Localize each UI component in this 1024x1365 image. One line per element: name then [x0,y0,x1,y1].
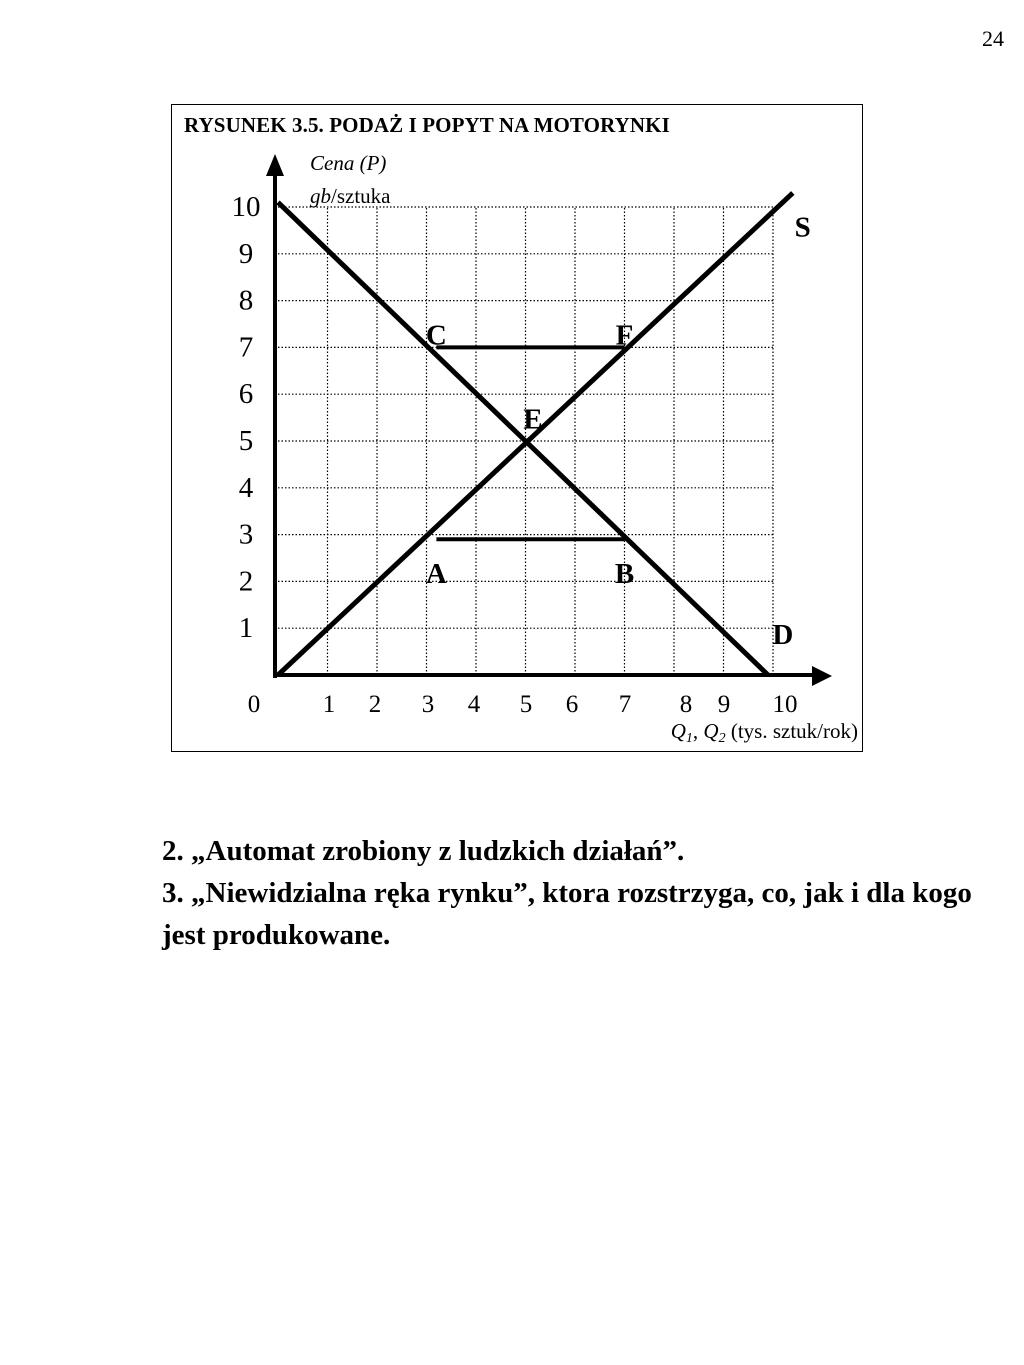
x-tick-label-8: 8 [679,691,693,718]
figure-title: RYSUNEK 3.5. PODAŻ I POPYT NA MOTORYNKI [184,113,670,137]
x-tick-label-3: 3 [421,691,435,718]
y-tick-label-6: 6 [238,378,254,411]
x-tick-label-6: 6 [565,691,579,718]
y-tick-label-4: 4 [238,471,254,504]
point-label-d: D [772,618,794,651]
y-tick-label-8: 8 [238,284,254,317]
y-axis-title: Cena (P) [310,151,387,175]
y-tick-label-2: 2 [238,565,254,598]
body-text [162,830,1002,956]
x-tick-label-9: 9 [717,691,731,718]
y-tick-label-5: 5 [238,425,254,457]
body-item-3: 3. „Niewidzialna ręka rynku”, ktora rozstrzyga, co, jak i dla kogo jest produkowane. [162,877,972,951]
point-label-a: A [425,558,447,591]
y-tick-label-3: 3 [238,518,254,551]
y-axis-unit: gb/sztuka [310,184,391,208]
labels [232,151,859,746]
origin-label: 0 [247,691,261,718]
y-tick-label-1: 1 [238,612,254,645]
point-label-e: E [523,403,543,436]
y-axis-arrow-icon [266,154,284,176]
x-tick-label-1: 1 [322,691,336,718]
x-tick-label-4: 4 [467,691,481,718]
point-label-b: B [614,558,635,591]
x-axis-arrow-icon [812,666,832,686]
body-item-2: 2. „Automat zrobiony z ludzkich działań”. [162,835,685,867]
y-tick-label-10: 10 [231,191,261,223]
y-tick-label-7: 7 [238,331,254,364]
x-tick-label-5: 5 [519,691,533,718]
x-tick-label-7: 7 [618,691,632,718]
y-tick-label-9: 9 [238,237,254,270]
point-label-f: F [615,319,634,352]
page-number: 24 [982,26,1004,51]
x-tick-label-10: 10 [772,691,798,718]
point-label-s: S [794,211,811,244]
x-axis-title: Q1, Q2 (tys. sztuk/rok) [670,719,858,746]
x-tick-label-2: 2 [368,691,382,718]
point-label-c: C [425,319,447,352]
